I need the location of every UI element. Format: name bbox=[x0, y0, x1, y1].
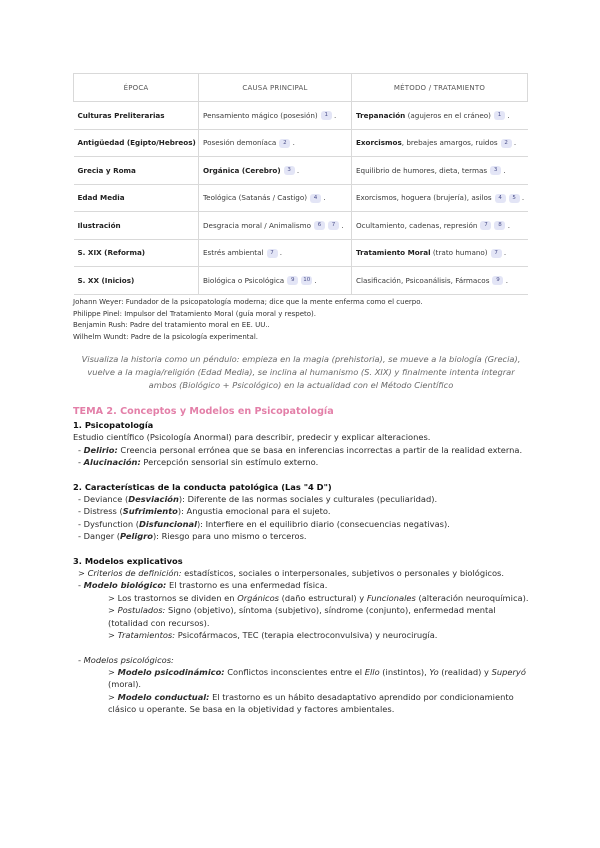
method-cell: Exorcismos, hoguera (brujería), asilos 4 5 . bbox=[352, 184, 528, 212]
cause-cell: Desgracia moral / Animalismo 6 7 . bbox=[199, 212, 352, 240]
cause-cell: Pensamiento mágico (posesión) 1 . bbox=[199, 102, 352, 130]
alucinacion-item: - Alucinación: Percepción sensorial sin estímulo externo. bbox=[78, 457, 319, 468]
note-rush: Benjamin Rush: Padre del tratamiento moral en EE. UU.. bbox=[73, 321, 270, 329]
psicodinamico-item: > Modelo psicodinámico: Conflictos inconscientes entre el Ello (instintos), Yo (realidad) y Superyó (moral). bbox=[108, 666, 526, 690]
pendulum-quote: Visualiza la historia como un péndulo: empieza en la magia (prehistoria), se mueve a la biología (Grecia), vuelve a la magia/religión (Edad Media), se inclina al humanismo (S. XIX) y finalmente intenta integrar ambos (Biológico + Psicológico) en la actualidad con el Método Científico bbox=[81, 354, 521, 390]
section-1-title: 1. Psicopatología bbox=[73, 420, 154, 430]
modelo-biologico-item: - Modelo biológico: El trastorno es una enfermedad física. bbox=[78, 580, 328, 591]
reference-badge[interactable]: 9 bbox=[287, 276, 298, 285]
cause-cell: Posesión demoníaca 2 . bbox=[199, 129, 352, 157]
reference-badge[interactable]: 10 bbox=[303, 277, 311, 283]
table-row bbox=[74, 212, 528, 240]
table-row bbox=[74, 239, 528, 267]
d-item: - Dysfunction (Disfuncional): Interfiere en el equilibrio diario (consecuencias negativas). bbox=[78, 518, 450, 529]
cause-cell: Teológica (Satanás / Castigo) 4 . bbox=[199, 184, 352, 212]
note-weyer: Johann Weyer: Fundador de la psicopatología moderna; dice que la mente enferma como el cuerpo. bbox=[73, 298, 423, 306]
alucinacion-term: Alucinación: bbox=[83, 457, 141, 468]
modelos-psicologicos-label: - Modelos psicológicos: bbox=[78, 654, 174, 665]
section-3-title: 3. Modelos explicativos bbox=[73, 555, 183, 566]
postulados-item: > Postulados: Signo (objetivo), síntoma (subjetivo), síndrome (conjunto), enfermedad mental (totalidad con recursos). bbox=[108, 605, 496, 628]
reference-badge[interactable]: 9 bbox=[492, 276, 503, 285]
reference-badge[interactable]: 4 bbox=[495, 194, 506, 203]
historical-notes bbox=[73, 297, 423, 343]
cause-cell: Orgánica (Cerebro) 3 . bbox=[199, 157, 352, 185]
d-item: - Distress (Sufrimiento): Angustia emocional para el sujeto. bbox=[78, 506, 331, 517]
epoch-cell: Ilustración bbox=[74, 212, 199, 240]
reference-badge[interactable]: 7 bbox=[480, 221, 491, 230]
alucinacion-text: Percepción sensorial sin estímulo externo. bbox=[140, 457, 319, 468]
method-cell: Exorcismos, brebajes amargos, ruidos 2 . bbox=[352, 129, 528, 157]
epoch-cell: S. XX (Inicios) bbox=[74, 267, 199, 295]
reference-badge[interactable]: 2 bbox=[501, 139, 512, 148]
header-metodo: MÉTODO / TRATAMIENTO bbox=[352, 74, 528, 102]
cause-cell: Biológica o Psicológica 9 10 . bbox=[199, 267, 352, 295]
d-item: - Deviance (Desviación): Diferente de las normas sociales y culturales (peculiaridad). bbox=[78, 494, 438, 505]
method-cell: Ocultamiento, cadenas, represión 7 8 . bbox=[352, 212, 528, 240]
tratamientos-item: > Tratamientos: Psicofármacos, TEC (terapia electroconvulsiva) y neurocirugía. bbox=[108, 630, 438, 641]
reference-badge[interactable]: 1 bbox=[494, 111, 505, 120]
table-row bbox=[74, 157, 528, 185]
delirio-item: - Delirio: Creencia personal errónea que se basa en inferencias incorrectas a partir de la realidad externa. bbox=[78, 444, 523, 455]
reference-badge[interactable]: 7 bbox=[491, 249, 502, 258]
section-2-title: 2. Características de la conducta patológica (Las "4 D") bbox=[73, 481, 332, 492]
tema-2-section bbox=[73, 405, 531, 716]
method-cell: Trepanación (agujeros en el cráneo) 1 . bbox=[352, 102, 528, 130]
table-header-row bbox=[74, 74, 528, 102]
method-cell: Clasificación, Psicoanálisis, Fármacos 9 . bbox=[352, 267, 528, 295]
reference-badge[interactable]: 6 bbox=[314, 221, 325, 230]
tema-title: TEMA 2. Conceptos y Modelos en Psicopatología bbox=[73, 406, 334, 417]
reference-badge[interactable]: 3 bbox=[284, 166, 295, 175]
criterios-item: > Criterios de definición: estadísticos, sociales o interpersonales, subjetivos o personales y biológicos. bbox=[78, 568, 505, 579]
delirio-text: Creencia personal errónea que se basa en inferencias incorrectas a partir de la realidad externa. bbox=[117, 444, 523, 455]
note-pinel: Philippe Pinel: Impulsor del Tratamiento Moral (guía moral y respeto). bbox=[73, 309, 317, 318]
header-causa: CAUSA PRINCIPAL bbox=[199, 74, 352, 102]
table-row bbox=[74, 184, 528, 212]
history-table bbox=[73, 73, 528, 295]
reference-badge[interactable]: 3 bbox=[490, 166, 501, 175]
table-row bbox=[74, 267, 528, 295]
d-item: - Danger (Peligro): Riesgo para uno mismo o terceros. bbox=[78, 531, 307, 542]
method-cell: Equilibrio de humores, dieta, termas 3 . bbox=[352, 157, 528, 185]
reference-badge[interactable]: 7 bbox=[267, 249, 278, 258]
epoch-cell: Culturas Preliterarias bbox=[74, 102, 199, 130]
reference-badge[interactable]: 7 bbox=[328, 221, 339, 230]
header-epoca: ÉPOCA bbox=[74, 74, 199, 102]
delirio-term: Delirio: bbox=[83, 444, 118, 455]
reference-badge[interactable]: 5 bbox=[509, 194, 520, 203]
epoch-cell: Edad Media bbox=[74, 184, 199, 212]
note-wundt: Wilhelm Wundt: Padre de la psicología experimental. bbox=[73, 332, 258, 341]
section-1-intro: Estudio científico (Psicología Anormal) para describir, predecir y explicar alteraciones. bbox=[73, 432, 431, 443]
epoch-cell: Grecia y Roma bbox=[74, 157, 199, 185]
epoch-cell: S. XIX (Reforma) bbox=[74, 239, 199, 267]
reference-badge[interactable]: 8 bbox=[494, 221, 505, 230]
reference-badge[interactable]: 2 bbox=[279, 139, 290, 148]
conductual-item: > Modelo conductual: El trastorno es un hábito desadaptativo aprendido por condicionamiento clásico u operante. Se basa en la objetividad y factores ambientales. bbox=[108, 691, 514, 715]
table-row bbox=[74, 102, 528, 130]
method-cell: Tratamiento Moral (trato humano) 7 . bbox=[352, 239, 528, 267]
table-row bbox=[74, 129, 528, 157]
table-body bbox=[74, 102, 528, 295]
epoch-cell: Antigüedad (Egipto/Hebreos) bbox=[74, 129, 199, 157]
cause-cell: Estrés ambiental 7 . bbox=[199, 239, 352, 267]
reference-badge[interactable]: 4 bbox=[310, 194, 321, 203]
reference-badge[interactable]: 1 bbox=[321, 111, 332, 120]
division-item: > Los trastornos se dividen en Orgánicos (daño estructural) y Funcionales (alteración neuroquímica). bbox=[108, 592, 529, 603]
